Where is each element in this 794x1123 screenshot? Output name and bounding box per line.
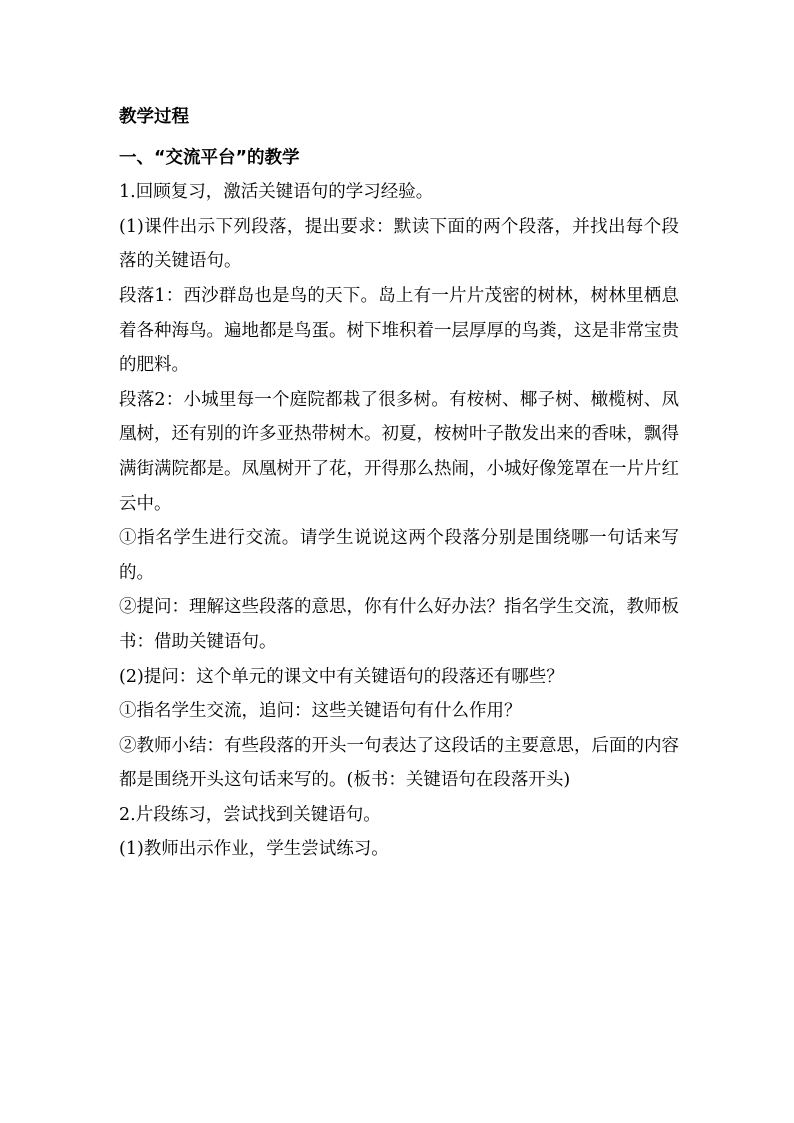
paragraph-question-unit: (2)提问：这个单元的课文中有关键语句的段落还有哪些？ bbox=[119, 666, 564, 687]
paragraph-student-exchange: ①指名学生进行交流。请学生说说这两个段落分别是围绕哪一句话来写的。 bbox=[119, 528, 679, 583]
document-body bbox=[119, 100, 679, 867]
section-title: 教学过程 bbox=[119, 107, 189, 127]
paragraph-review-step: 1.回顾复习，激活关键语句的学习经验。 bbox=[119, 182, 434, 203]
paragraph-sample-2: 段落2：小城里每一个庭院都栽了很多树。有桉树、椰子树、橄榄树、凤凰树，还有别的许多亚热带树木。初夏，桉树叶子散发出来的香味，飘得满街满院都是。凤凰树开了花，开得那么热闹，小城好像笼罩在一片片红云中。 bbox=[119, 389, 679, 514]
paragraph-courseware-instruction: (1)课件出示下列段落，提出要求：默读下面的两个段落，并找出每个段落的关键语句。 bbox=[119, 216, 679, 272]
paragraph-question-method: ②提问：理解这些段落的意思，你有什么好办法？指名学生交流，教师板书：借助关键语句。 bbox=[119, 597, 679, 652]
paragraph-teacher-summary: ②教师小结：有些段落的开头一句表达了这段话的主要意思，后面的内容都是围绕开头这句话来写的。(板书：关键语句在段落开头) bbox=[119, 735, 679, 791]
paragraph-sample-1: 段落1：西沙群岛也是鸟的天下。岛上有一片片茂密的树林，树林里栖息着各种海鸟。遍地都是鸟蛋。树下堆积着一层厚厚的鸟粪，这是非常宝贵的肥料。 bbox=[119, 285, 679, 376]
subsection-title: 一、“交流平台”的教学 bbox=[119, 147, 300, 168]
paragraph-follow-up: ①指名学生交流，追问：这些关键语句有什么作用？ bbox=[119, 701, 522, 722]
paragraph-practice-step: 2.片段练习，尝试找到关键语句。 bbox=[119, 804, 381, 825]
paragraph-homework: (1)教师出示作业，学生尝试练习。 bbox=[119, 839, 389, 860]
